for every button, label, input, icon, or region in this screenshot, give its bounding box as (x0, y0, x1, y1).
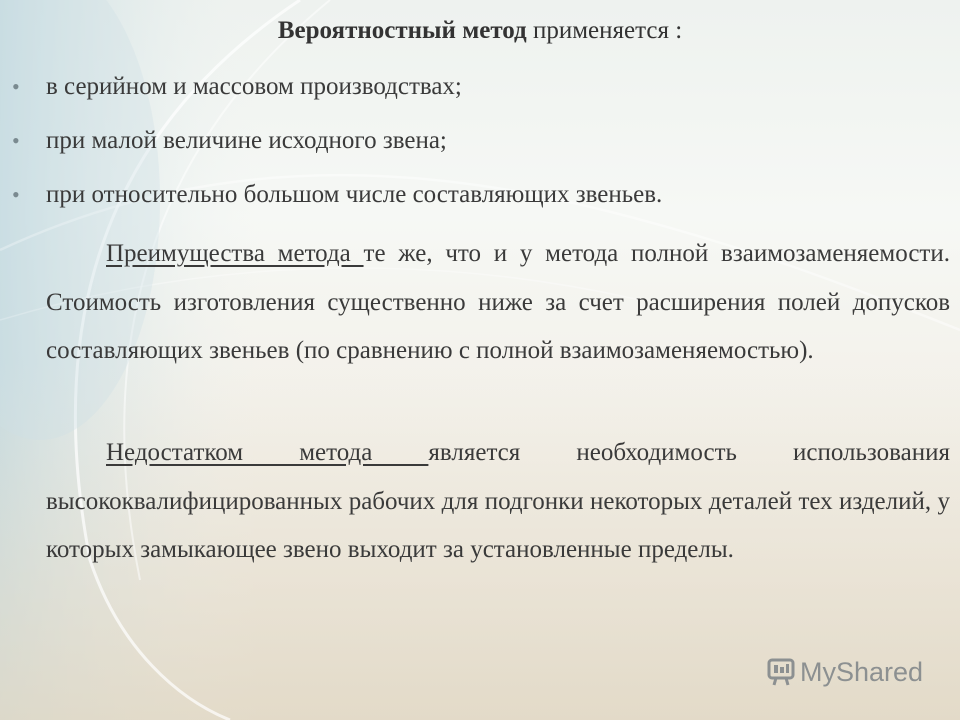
bullet-text: при малой величине исходного звена; (46, 127, 447, 154)
bullet-item (12, 70, 942, 124)
advantages-paragraph (46, 230, 950, 376)
bullet-text: при относительно большом числе составляющих звеньев. (46, 181, 663, 208)
bullet-text: в серийном и массовом производствах; (46, 73, 462, 100)
title-bold-text: Вероятностный метод (277, 17, 527, 44)
disadvantage-heading: Недостатком метода (106, 439, 429, 466)
mysharing-logo-icon (766, 656, 796, 688)
bullet-dot-icon: • (12, 128, 20, 153)
watermark-logo (766, 656, 923, 688)
bullet-list (12, 70, 942, 232)
advantages-heading: Преимущества метода (106, 240, 364, 267)
slide-title (0, 14, 960, 48)
bullet-dot-icon: • (12, 182, 20, 207)
disadvantage-paragraph (46, 429, 950, 575)
title-rest-text: применяется : (526, 17, 683, 44)
bullet-dot-icon: • (12, 74, 20, 99)
disadvantage-text: является необходимость использования высококвалифицированных рабочих для подгонки некоторых деталей тех изделий, у которых замыкающее звено выходит за установленные пределы. (46, 439, 950, 563)
advantages-text: те же, что и у метода полной взаимозаменяемости. Стоимость изготовления существенно ниже за счет расширения полей допусков составляющих звеньев (по сравнению с полной взаимозаменяемостью). (46, 240, 950, 364)
watermark-text: MyShared (800, 656, 924, 687)
bullet-item (12, 178, 942, 232)
bullet-item (12, 124, 942, 178)
